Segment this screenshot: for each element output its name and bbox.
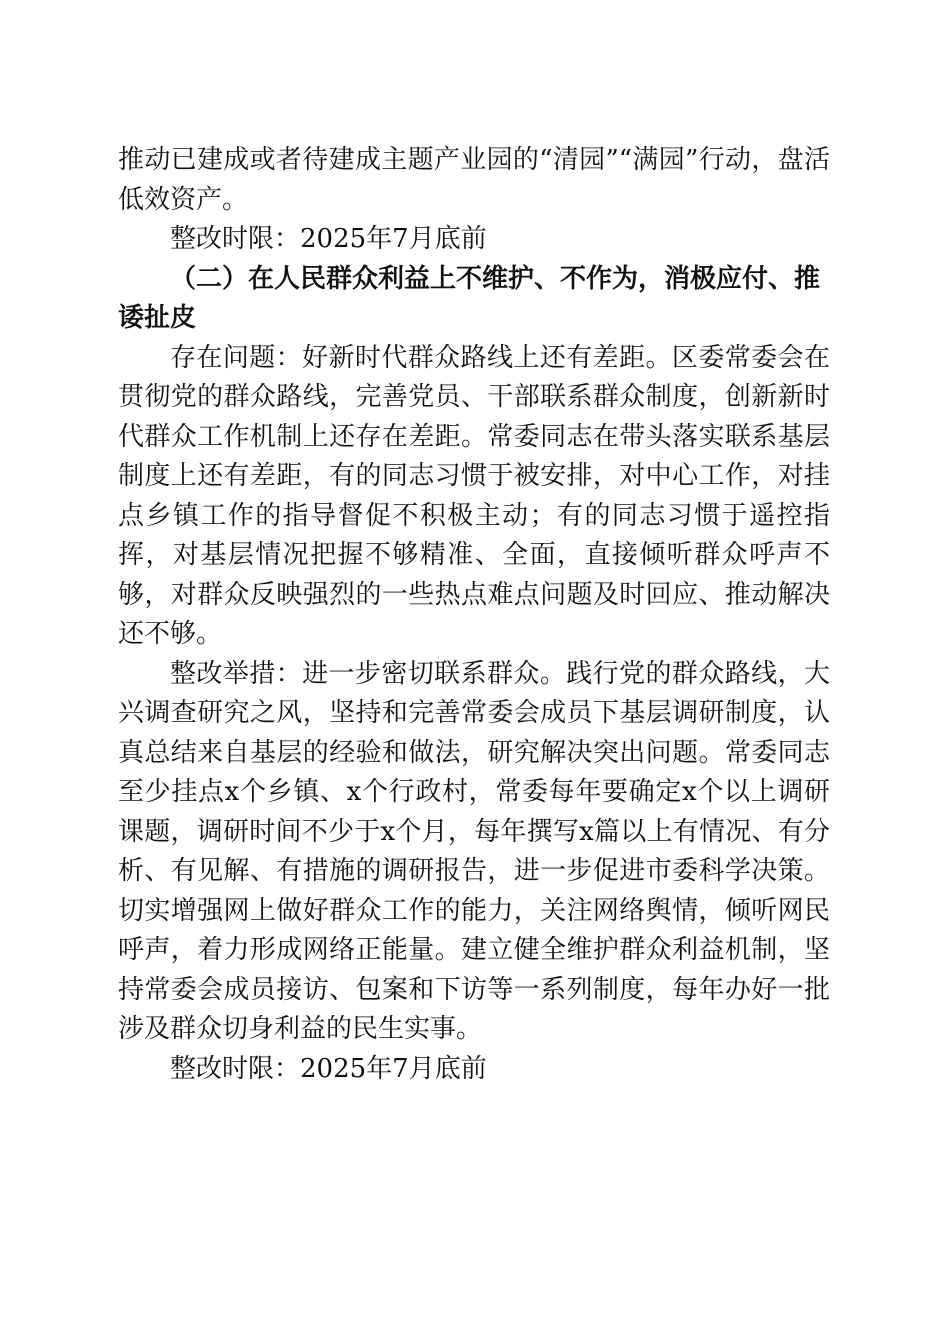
measures-paragraph: 整改举措：进一步密切联系群众。践行党的群众路线，大兴调查研究之风，坚持和完善常委会成员下基层调研制度，认真总结来自基层的经验和做法，研究解决突出问题。常委同志至少挂点x个乡镇、x个行政村，常委每年要确定x个以上调研课题，调研时间不少于x个月，每年撰写x篇以上有情况、有分析、有见解、有措施的调研报告，进一步促进市委科学决策。切实增强网上做好群众工作的能力，关注网络舆情，倾听网民呼声，着力形成网络正能量。建立健全维护群众利益机制，坚持常委会成员接访、包案和下访等一系列制度，每年办好一批涉及群众切身利益的民生实事。 [118, 658, 830, 1044]
document-page [118, 141, 830, 1089]
deadline-line: 整改时限：2025年7月底前 [170, 1053, 487, 1084]
paragraph-continuation: 推动已建成或者待建成主题产业园的“清园”“满园”行动，盘活低效资产。 [118, 145, 830, 215]
deadline-line: 整改时限：2025年7月底前 [170, 224, 487, 254]
section-heading: （二）在人民群众利益上不维护、不作为，消极应付、推诿扯皮 [118, 263, 821, 333]
problem-paragraph: 存在问题：好新时代群众路线上还有差距。区委常委会在贯彻党的群众路线，完善党员、干部联系群众制度，创新新时代群众工作机制上还存在差距。常委同志在带头落实联系基层制度上还有差距，有的同志习惯于被安排，对中心工作，对挂点乡镇工作的指导督促不积极主动；有的同志习惯于遥控指挥，对基层情况把握不够精准、全面，直接倾听群众呼声不够，对群众反映强烈的一些热点难点问题及时回应、推动解决还不够。 [118, 342, 830, 649]
